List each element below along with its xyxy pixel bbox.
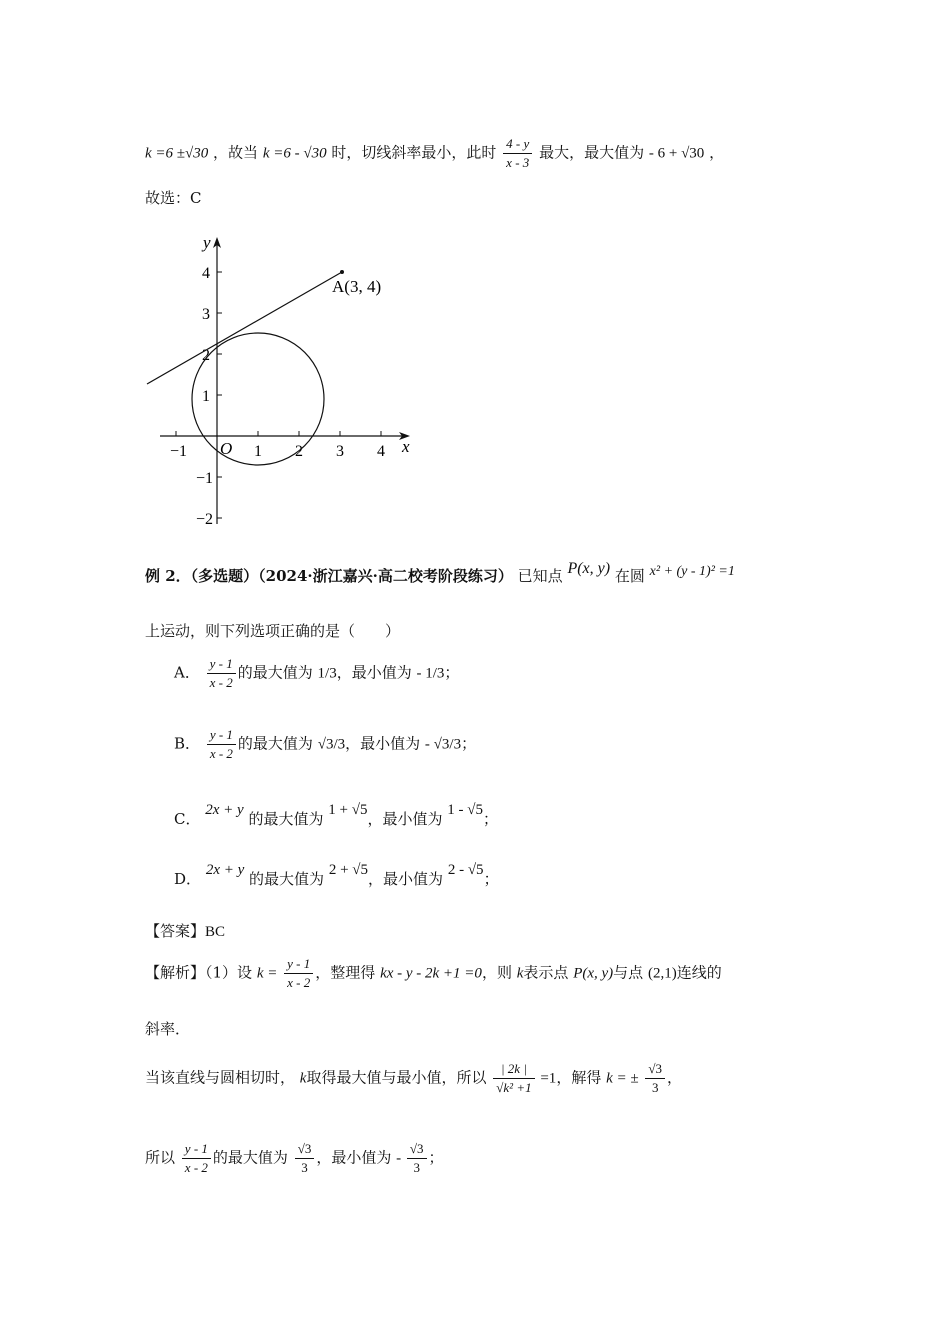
analysis-line-eq: kx - y - 2k +1 =0: [380, 965, 482, 982]
option-d-mid: 的最大值为: [249, 870, 325, 888]
example-label: 例 2．（多选题）（2024·浙江嘉兴·高二校考阶段练习）: [145, 567, 513, 585]
y-tick-label: 2: [202, 347, 210, 364]
text-so-when: ，故当: [213, 143, 259, 162]
fraction-4y-x3: [503, 135, 532, 172]
y-tick-label: −1: [196, 470, 214, 487]
text-comma: ，: [709, 143, 725, 162]
x-tick-label: −1: [170, 443, 188, 460]
analysis-k: k: [516, 965, 524, 982]
option-a-den: x - 2: [209, 675, 233, 690]
max-num: √3: [295, 1140, 315, 1159]
analysis-s6: 连线的: [676, 963, 722, 982]
option-c-end: ；: [483, 810, 499, 828]
option-letter: B．: [174, 734, 201, 753]
y-tick-label: 4: [202, 265, 210, 282]
option-a: [174, 655, 459, 692]
point-p: P(x, y): [567, 560, 611, 577]
analysis-frac2-num: y - 1: [182, 1140, 211, 1159]
k-solution-den: 3: [651, 1080, 659, 1095]
max-value-expression: - 6 + √30: [648, 145, 705, 162]
answer-line: [145, 920, 225, 941]
minus-sign: -: [396, 1150, 405, 1167]
k-solution-num: √3: [645, 1060, 665, 1079]
option-a-sep: ，最小值为: [336, 663, 412, 682]
analysis-s13: 的最大值为: [212, 1148, 288, 1167]
analysis-k-eq: k =: [256, 965, 278, 982]
analysis-s1: （1）设: [205, 963, 253, 982]
circle-equation: x² + (y - 1)² =1: [649, 564, 735, 579]
answer-value: BC: [205, 924, 226, 940]
analysis-line-4: [145, 1140, 444, 1177]
analysis-s9: 取得最大值与最小值，所以: [306, 1068, 487, 1087]
y-tick-label: 3: [202, 306, 210, 323]
option-d-sep: ，最小值为: [368, 870, 444, 888]
option-c: [174, 802, 499, 829]
analysis-line-1: [145, 955, 722, 992]
option-a-end: ；: [444, 663, 460, 682]
option-d-end: ；: [483, 870, 499, 888]
fraction-denominator: x - 3: [506, 155, 530, 170]
option-b-end: ；: [461, 734, 477, 753]
analysis-s8: 当该直线与圆相切时，: [145, 1068, 296, 1087]
origin-label: O: [220, 439, 233, 458]
min-num: √3: [407, 1140, 427, 1159]
analysis-point2: (2,1): [647, 965, 677, 982]
text-tangent-slope-min: 时，切线斜率最小，此时: [331, 143, 497, 162]
option-a-max: 1/3: [317, 665, 337, 682]
option-letter: A．: [174, 663, 200, 682]
x-tick-label: 1: [254, 443, 262, 460]
point-a: [340, 270, 344, 274]
option-d-min: 2 - √5: [447, 862, 484, 878]
option-b-sep: ，最小值为: [345, 734, 421, 753]
analysis-frac-den: x - 2: [287, 975, 311, 990]
example-heading-line: [145, 560, 735, 586]
x-tick-label: 2: [295, 443, 303, 460]
option-a-min: - 1/3: [416, 665, 445, 682]
option-b: [174, 726, 476, 763]
solution-line-1: [145, 135, 724, 172]
analysis-s3: ，则: [481, 963, 512, 982]
option-b-max: √3/3: [317, 736, 346, 753]
option-b-mid: 的最大值为: [237, 734, 313, 753]
analysis-line-3: [145, 1060, 682, 1097]
analysis-k2: k: [299, 1070, 307, 1087]
option-d-max: 2 + √5: [328, 862, 369, 878]
option-d-expr: 2x + y: [205, 862, 245, 878]
option-b-min: - √3/3: [424, 736, 462, 753]
y-tick-label: −2: [196, 511, 214, 528]
analysis-s10: ，解得: [556, 1068, 602, 1087]
k-solution: k = ±: [606, 1070, 639, 1087]
option-a-num: y - 1: [207, 655, 236, 674]
example-question-line: 上运动，则下列选项正确的是（ ）: [145, 622, 401, 640]
analysis-s16: ；: [428, 1148, 444, 1167]
distance-eq: =1: [536, 1070, 557, 1087]
k-min-equation: k =6 - √30: [262, 145, 327, 162]
tangent-line: [147, 272, 342, 384]
min-den: 3: [413, 1160, 420, 1175]
analysis-s11: ，: [667, 1068, 683, 1087]
option-b-den: x - 2: [209, 746, 233, 761]
example-text-known-point: 已知点: [517, 567, 563, 585]
analysis-point: P(x, y): [573, 965, 614, 982]
analysis-s5: 与点: [613, 963, 644, 982]
analysis-s14: ，最小值为: [316, 1148, 392, 1167]
k-equation: k =6 ±√30: [145, 145, 209, 162]
analysis-s4: 表示点: [523, 963, 569, 982]
fraction-numerator: 4 - y: [503, 135, 532, 154]
y-tick-label: 1: [202, 388, 210, 405]
option-b-num: y - 1: [207, 726, 236, 745]
x-tick-label: 4: [377, 443, 385, 460]
max-den: 3: [301, 1160, 308, 1175]
distance-den: √k² +1: [496, 1080, 532, 1095]
analysis-frac2-den: x - 2: [184, 1160, 208, 1175]
option-letter: C．: [174, 810, 201, 828]
x-axis-label: x: [402, 437, 410, 456]
option-c-expr: 2x + y: [205, 802, 244, 818]
analysis-line-2: 斜率．: [145, 1020, 191, 1038]
analysis-s2: ，整理得: [315, 963, 376, 982]
analysis-frac-num: y - 1: [284, 955, 313, 974]
option-a-mid: 的最大值为: [237, 663, 313, 682]
analysis-s12: 所以: [145, 1148, 176, 1167]
option-letter: D．: [174, 870, 202, 888]
y-axis-label: y: [203, 233, 211, 252]
coordinate-graph: [140, 228, 440, 538]
option-d: [174, 862, 499, 889]
answer-label: 【答案】: [145, 922, 206, 940]
distance-num: | 2k |: [493, 1060, 534, 1079]
x-tick-label: 3: [336, 443, 344, 460]
option-c-sep: ，最小值为: [367, 810, 443, 828]
conclusion-line: 故选：C: [145, 189, 202, 207]
text-max-value: 最大，最大值为: [539, 143, 645, 162]
option-c-mid: 的最大值为: [248, 810, 324, 828]
point-a-label: A(3, 4): [332, 277, 382, 296]
option-c-max: 1 + √5: [328, 802, 368, 818]
example-text-on-circle: 在圆: [614, 567, 645, 585]
option-c-min: 1 - √5: [447, 802, 484, 818]
analysis-label: 【解析】: [145, 963, 206, 982]
